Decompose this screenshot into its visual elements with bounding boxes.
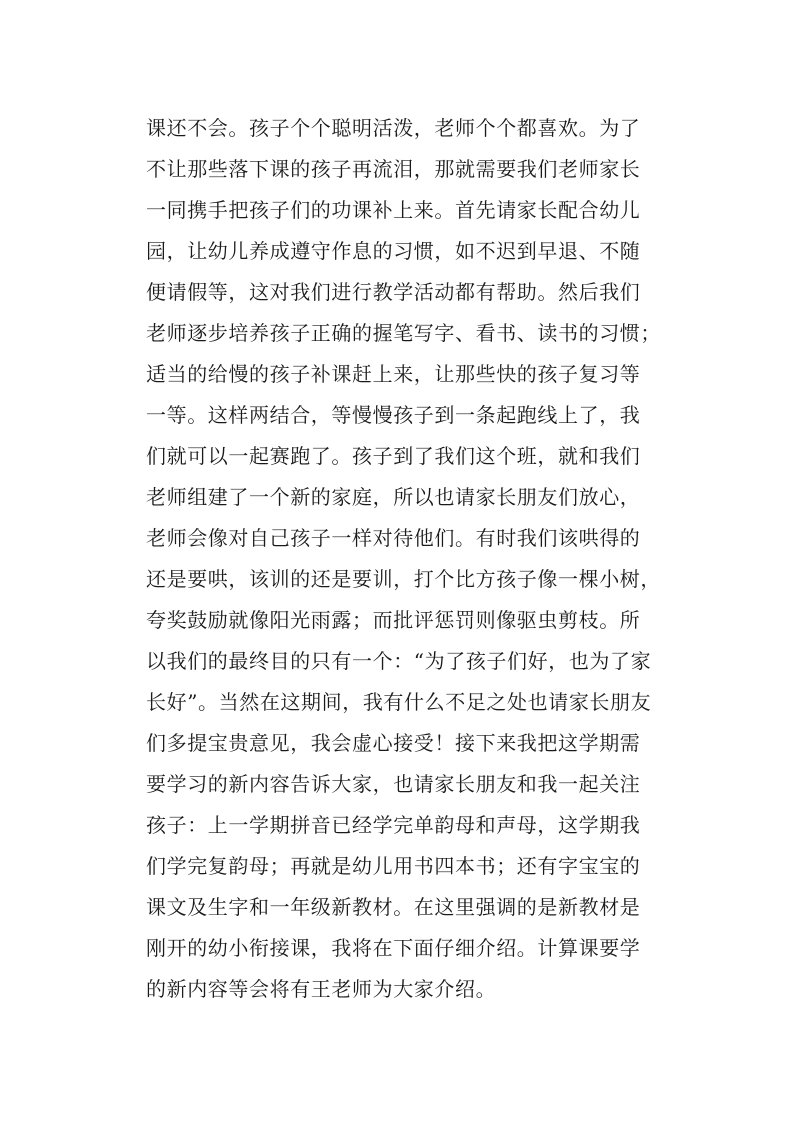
text-line: 老师组建了一个新的家庭，所以也请家长朋友们放心， <box>146 485 641 509</box>
text-line: 刚开的幼小衔接课，我将在下面仔细介绍。计算课要学 <box>146 936 641 960</box>
text-line: 一等。这样两结合，等慢慢孩子到一条起跑线上了，我 <box>146 403 641 427</box>
text-line: 老师逐步培养孩子正确的握笔写字、看书、读书的习惯； <box>146 321 661 345</box>
text-line: 们多提宝贵意见，我会虚心接受！接下来我把这学期需 <box>146 731 641 755</box>
text-line: 课文及生字和一年级新教材。在这里强调的是新教材是 <box>146 895 641 919</box>
text-line: 一同携手把孩子们的功课补上来。首先请家长配合幼儿 <box>146 198 641 222</box>
text-line: 夸奖鼓励就像阳光雨露；而批评惩罚则像驱虫剪枝。所 <box>146 608 641 632</box>
text-line: 们就可以一起赛跑了。孩子到了我们这个班，就和我们 <box>146 444 641 468</box>
text-line: 园，让幼儿养成遵守作息的习惯，如不迟到早退、不随 <box>146 239 641 263</box>
text-line: 的新内容等会将有王老师为大家介绍。 <box>146 977 497 1001</box>
text-line: 长好”。当然在这期间，我有什么不足之处也请家长朋友 <box>146 690 652 714</box>
body-text <box>146 108 686 1010</box>
text-line: 们学完复韵母；再就是幼儿用书四本书；还有字宝宝的 <box>146 854 641 878</box>
text-line: 课还不会。孩子个个聪明活泼，老师个个都喜欢。为了 <box>146 116 641 140</box>
text-line: 适当的给慢的孩子补课赶上来，让那些快的孩子复习等 <box>146 362 641 386</box>
text-line: 还是要哄，该训的还是要训，打个比方孩子像一棵小树， <box>146 567 661 591</box>
text-line: 要学习的新内容告诉大家，也请家长朋友和我一起关注 <box>146 772 641 796</box>
text-line: 便请假等，这对我们进行教学活动都有帮助。然后我们 <box>146 280 641 304</box>
text-line: 不让那些落下课的孩子再流泪，那就需要我们老师家长 <box>146 157 641 181</box>
text-line: 老师会像对自己孩子一样对待他们。有时我们该哄得的 <box>146 526 641 550</box>
text-line: 以我们的最终目的只有一个：“为了孩子们好，也为了家 <box>146 649 652 673</box>
text-line: 孩子：上一学期拼音已经学完单韵母和声母，这学期我 <box>146 813 641 837</box>
